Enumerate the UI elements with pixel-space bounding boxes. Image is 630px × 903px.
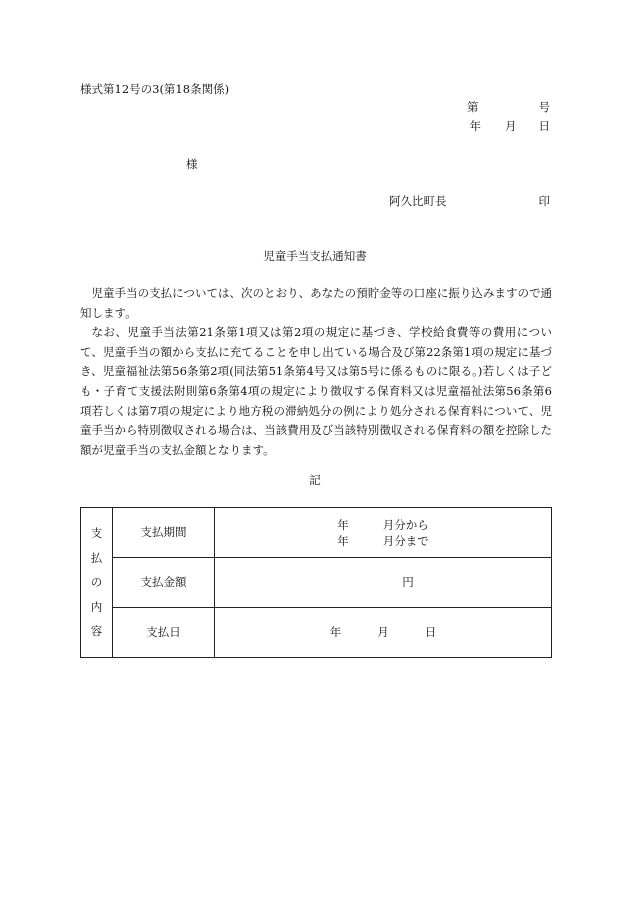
issue-date-month: 月 (505, 119, 517, 133)
period-label: 支払期間 (113, 508, 215, 558)
addressee-honorific: 様 (186, 157, 198, 171)
issue-date-day: 日 (538, 119, 550, 133)
payment-date-label: 支払日 (113, 608, 215, 658)
document-number-line (467, 99, 550, 116)
document-number-prefix: 第 (467, 100, 479, 114)
sender-name: 阿久比町長 (389, 194, 447, 208)
period-row (81, 508, 552, 558)
document-title: 児童手当支払通知書 (263, 249, 367, 263)
form-number: 様式第12号の3(第18条関係) (80, 82, 230, 96)
period-value: 年 月分から 年 月分まで (215, 508, 552, 558)
notice-body (80, 284, 552, 460)
payment-details-table (80, 507, 552, 658)
issue-date-year: 年 (469, 119, 481, 133)
amount-label: 支払金額 (113, 558, 215, 608)
sender-seal: 印 (538, 194, 550, 208)
document-number-suffix: 号 (538, 100, 550, 114)
amount-unit: 円 (402, 575, 414, 590)
issue-date-line (470, 118, 551, 135)
payment-date-row (81, 608, 552, 658)
ki-marker: 記 (309, 473, 321, 487)
body-paragraph-1: 児童手当の支払については、次のとおり、あなたの預貯金等の口座に振り込みますので通知します。 (80, 286, 552, 320)
sender-line (389, 193, 550, 210)
amount-row (81, 558, 552, 608)
payment-date-value: 年 月 日 (215, 608, 552, 658)
payment-contents-vertical-header: 支 払 の 内 容 (81, 508, 113, 658)
body-paragraph-2: なお、児童手当法第21条第1項又は第2項の規定に基づき、学校給食費等の費用について、児童手当の額から支払に充てることを申し出ている場合及び第22条第1項の規定に基づき、児童福祉法第56条第2項(同法第51条第4号又は第5号に係るものに限る。)若しくは子ども・子育て支援法附則第6条第4項の規定により徴収する保育料又は児童福祉法第56条第6項若しくは第7項の規定により地方税の滞納処分の例により処分される保育料について、児童手当から特別徴収される場合は、当該費用及び当該特別徴収される保育料の額を控除した額が児童手当の支払金額となります。 (80, 325, 552, 457)
amount-value (215, 558, 552, 608)
